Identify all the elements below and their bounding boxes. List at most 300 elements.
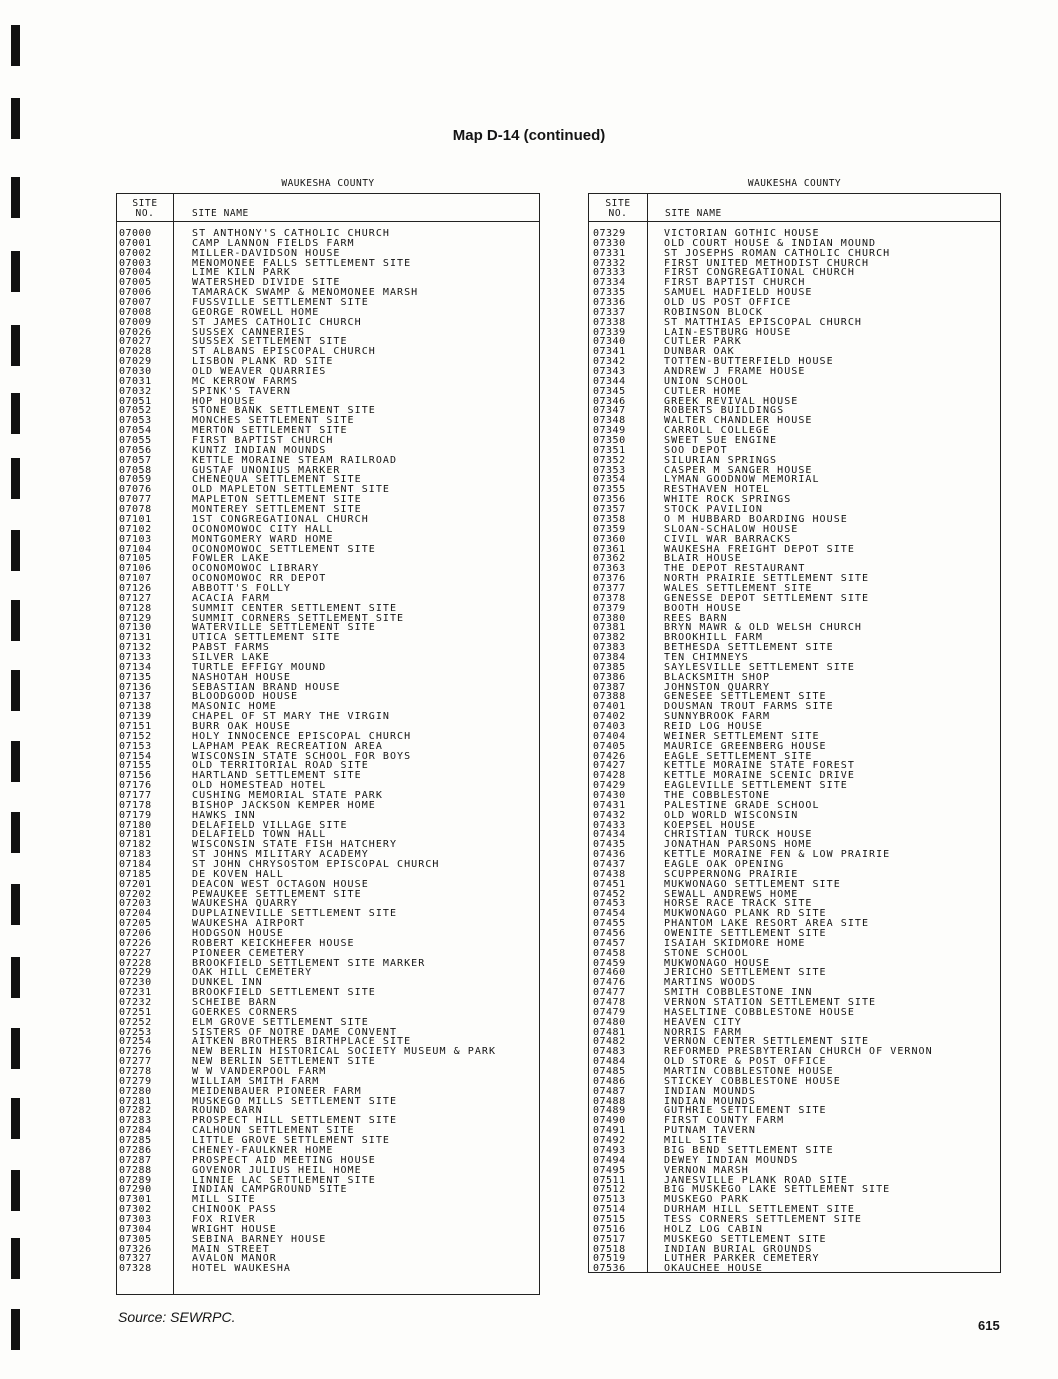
- site-name: HOTEL WAUKESHA: [192, 1263, 291, 1275]
- site-number: 07437: [593, 859, 626, 870]
- site-name: MILL SITE: [192, 1194, 256, 1206]
- site-number: 07009: [119, 316, 152, 328]
- site-number: 07453: [593, 898, 626, 910]
- site-number: 07337: [593, 306, 626, 318]
- site-name: JANESVILLE PLANK ROAD SITE: [664, 1174, 848, 1186]
- site-name: DEACON WEST OCTAGON HOUSE: [192, 878, 369, 890]
- site-name: ST ANTHONY'S CATHOLIC CHURCH: [192, 228, 390, 239]
- site-name: LISBON PLANK RD SITE: [192, 356, 334, 368]
- site-name: ABBOTT'S FOLLY: [192, 582, 291, 594]
- site-number: 07434: [593, 829, 626, 841]
- site-number: 07403: [593, 720, 626, 732]
- site-number: 07152: [119, 730, 152, 742]
- table-row: [589, 475, 1000, 485]
- site-number: 07185: [119, 868, 152, 880]
- site-name: MUKWONAGO PLANK RD SITE: [664, 908, 827, 920]
- site-number: 07206: [119, 928, 152, 940]
- header-site-line1: SITE: [605, 198, 631, 209]
- site-number: 07436: [593, 849, 626, 861]
- site-number: 07028: [119, 346, 152, 358]
- source-note: Source: SEWRPC.: [118, 1309, 236, 1325]
- table-row: [589, 949, 1000, 959]
- site-name: CUTLER PARK: [664, 336, 742, 348]
- site-number: 07405: [593, 740, 626, 752]
- site-number: 07008: [119, 306, 152, 318]
- site-name: REID LOG HOUSE: [664, 720, 763, 732]
- site-name: DUPLAINEVILLE SETTLEMENT SITE: [192, 908, 398, 920]
- site-name: ELM GROVE SETTLEMENT SITE: [192, 1016, 369, 1028]
- site-name: WAUKESHA FREIGHT DEPOT SITE: [664, 543, 855, 555]
- site-name: STONE SCHOOL: [664, 947, 749, 959]
- site-table-left: [116, 193, 540, 1295]
- site-number: 07277: [119, 1056, 152, 1068]
- site-name: PHANTOM LAKE RESORT AREA SITE: [664, 918, 870, 930]
- site-number: 07387: [593, 681, 626, 693]
- site-number: 07101: [119, 513, 152, 525]
- site-name: MENOMONEE FALLS SETTLEMENT SITE: [192, 257, 412, 269]
- site-number: 07057: [119, 454, 152, 466]
- site-number: 07343: [593, 366, 626, 378]
- site-name: GEORGE ROWELL HOME: [192, 306, 320, 318]
- site-number: 07252: [119, 1016, 152, 1028]
- site-name: WRIGHT HOUSE: [192, 1223, 277, 1235]
- site-number: 07495: [593, 1164, 626, 1176]
- site-name: WALES SETTLEMENT SITE: [664, 582, 813, 594]
- site-number: 07301: [119, 1194, 152, 1206]
- table-row: [117, 959, 539, 969]
- site-name: AITKEN BROTHERS BIRTHPLACE SITE: [192, 1036, 412, 1048]
- site-name: JONATHAN PARSONS HOME: [664, 839, 813, 851]
- table-row: [589, 318, 1000, 328]
- binder-punch-mark: [11, 670, 20, 711]
- site-number: 07460: [593, 967, 626, 979]
- binder-punch-mark: [11, 1028, 20, 1069]
- site-name: GUSTAF UNONIUS MARKER: [192, 464, 341, 476]
- site-number: 07485: [593, 1066, 626, 1078]
- site-name: HAWKS INN: [192, 809, 256, 821]
- site-number: 07184: [119, 859, 152, 870]
- site-number: 07103: [119, 533, 152, 545]
- site-number: 07431: [593, 799, 626, 811]
- table-row: [117, 1264, 539, 1274]
- site-number: 07481: [593, 1026, 626, 1038]
- site-name: VERNON MARSH: [664, 1164, 749, 1176]
- site-name: DOUSMAN TROUT FARMS SITE: [664, 701, 834, 713]
- site-number: 07492: [593, 1135, 626, 1147]
- site-number: 07327: [119, 1253, 152, 1265]
- site-number: 07132: [119, 642, 152, 654]
- site-number: 07289: [119, 1174, 152, 1186]
- table-row: [117, 1245, 539, 1255]
- site-name: ROBINSON BLOCK: [664, 306, 763, 318]
- site-number: 07376: [593, 573, 626, 585]
- table-row: [589, 1087, 1000, 1097]
- site-name: WISCONSIN STATE SCHOOL FOR BOYS: [192, 750, 412, 762]
- site-number: 07338: [593, 316, 626, 328]
- site-name: SEBASTIAN BRAND HOUSE: [192, 681, 341, 693]
- header-site-name: SITE NAME: [665, 208, 722, 219]
- table-row: [589, 436, 1000, 446]
- site-name: ACACIA FARM: [192, 592, 270, 604]
- site-number: 07129: [119, 612, 152, 624]
- table-row: [589, 495, 1000, 505]
- site-number: 07201: [119, 878, 152, 890]
- site-name: O M HUBBARD BOARDING HOUSE: [664, 513, 848, 525]
- site-number: 07333: [593, 267, 626, 279]
- site-number: 07029: [119, 356, 152, 368]
- site-number: 07078: [119, 504, 152, 516]
- site-name: SPINK'S TAVERN: [192, 385, 291, 397]
- site-name: SWEET SUE ENGINE: [664, 435, 778, 447]
- site-number: 07051: [119, 395, 152, 407]
- site-number: 07356: [593, 494, 626, 506]
- site-name: BLAIR HOUSE: [664, 553, 742, 565]
- table-row: [117, 683, 539, 693]
- table-row: [117, 1254, 539, 1264]
- site-number: 07026: [119, 326, 152, 338]
- site-number: 07435: [593, 839, 626, 851]
- site-name: DELAFIELD TOWN HALL: [192, 829, 327, 841]
- site-name: BURR OAK HOUSE: [192, 720, 291, 732]
- site-name: TEN CHIMNEYS: [664, 651, 749, 663]
- site-name: PEWAUKEE SETTLEMENT SITE: [192, 888, 362, 900]
- site-name: EAGLE SETTLEMENT SITE: [664, 750, 813, 762]
- table-row: [589, 397, 1000, 407]
- site-number: 07205: [119, 918, 152, 930]
- site-number: 07007: [119, 297, 152, 309]
- site-name: NORTH PRAIRIE SETTLEMENT SITE: [664, 573, 870, 585]
- table-row: [117, 1097, 539, 1107]
- site-number: 07137: [119, 691, 152, 703]
- site-number: 07329: [593, 228, 626, 239]
- site-number: 07358: [593, 513, 626, 525]
- table-row: [589, 673, 1000, 683]
- site-name: STONE BANK SETTLEMENT SITE: [192, 405, 376, 417]
- site-name: KETTLE MORAINE FEN & LOW PRAIRIE: [664, 849, 891, 861]
- table-row: [117, 377, 539, 387]
- site-name: SEBINA BARNEY HOUSE: [192, 1233, 327, 1245]
- site-number: 07180: [119, 819, 152, 831]
- binder-punch-mark: [11, 1170, 20, 1211]
- site-number: 07355: [593, 484, 626, 496]
- site-number: 07487: [593, 1085, 626, 1097]
- site-number: 07226: [119, 937, 152, 949]
- table-row: [117, 545, 539, 555]
- site-number: 07002: [119, 247, 152, 259]
- site-name: WATERVILLE SETTLEMENT SITE: [192, 622, 376, 634]
- site-name: OWENITE SETTLEMENT SITE: [664, 928, 827, 940]
- site-number: 07178: [119, 799, 152, 811]
- site-number: 07004: [119, 267, 152, 279]
- table-body: [117, 229, 539, 1274]
- site-name: MAURICE GREENBERG HOUSE: [664, 740, 827, 752]
- site-number: 07229: [119, 967, 152, 979]
- site-number: 07104: [119, 543, 152, 555]
- site-number: 07346: [593, 395, 626, 407]
- site-name: PALESTINE GRADE SCHOOL: [664, 799, 820, 811]
- site-name: BLOODGOOD HOUSE: [192, 691, 299, 703]
- site-name: JERICHO SETTLEMENT SITE: [664, 967, 827, 979]
- site-name: SISTERS OF NOTRE DAME CONVENT: [192, 1026, 398, 1038]
- site-name: CIVIL WAR BARRACKS: [664, 533, 792, 545]
- site-name: OLD STORE & POST OFFICE: [664, 1056, 827, 1068]
- site-number: 07517: [593, 1233, 626, 1245]
- binder-punch-mark: [11, 812, 20, 853]
- table-row: [589, 594, 1000, 604]
- site-name: OLD MAPLETON SETTLEMENT SITE: [192, 484, 390, 496]
- table-row: [589, 288, 1000, 298]
- site-number: 07203: [119, 898, 152, 910]
- table-row: [117, 1067, 539, 1077]
- site-number: 07458: [593, 947, 626, 959]
- site-number: 07451: [593, 878, 626, 890]
- site-number: 07177: [119, 789, 152, 801]
- table-row: [589, 1264, 1000, 1274]
- site-number: 07341: [593, 346, 626, 358]
- site-name: EAGLEVILLE SETTLEMENT SITE: [664, 780, 848, 792]
- site-name: MONCHES SETTLEMENT SITE: [192, 415, 355, 427]
- site-name: CHINOOK PASS: [192, 1204, 277, 1216]
- site-name: OKAUCHEE HOUSE: [664, 1263, 763, 1275]
- site-name: TOTTEN-BUTTERFIELD HOUSE: [664, 356, 834, 368]
- site-name: TAMARACK SWAMP & MENOMONEE MARSH: [192, 287, 419, 299]
- table-row: [589, 1018, 1000, 1028]
- table-row: [117, 387, 539, 397]
- table-row: [117, 554, 539, 564]
- site-number: 07176: [119, 780, 152, 792]
- site-number: 07518: [593, 1243, 626, 1255]
- site-name: WHITE ROCK SPRINGS: [664, 494, 792, 506]
- site-name: INDIAN MOUNDS: [664, 1085, 756, 1097]
- site-number: 07305: [119, 1233, 152, 1245]
- header-site-number: [589, 199, 647, 219]
- site-number: 07027: [119, 336, 152, 348]
- site-number: 07284: [119, 1125, 152, 1137]
- site-number: 07130: [119, 622, 152, 634]
- site-name: LUTHER PARKER CEMETERY: [664, 1253, 820, 1265]
- site-number: 07282: [119, 1105, 152, 1117]
- site-number: 07059: [119, 474, 152, 486]
- site-name: RESTHAVEN HOTEL: [664, 484, 771, 496]
- site-name: LAIN-ESTBURG HOUSE: [664, 326, 792, 338]
- site-table-right: [588, 193, 1001, 1273]
- site-number: 07135: [119, 671, 152, 683]
- header-site-number: [117, 199, 173, 219]
- table-row: [589, 328, 1000, 338]
- site-number: 07349: [593, 425, 626, 437]
- site-number: 07058: [119, 464, 152, 476]
- site-name: BOOTH HOUSE: [664, 602, 742, 614]
- site-name: KETTLE MORAINE SCENIC DRIVE: [664, 770, 855, 782]
- site-name: TESS CORNERS SETTLEMENT SITE: [664, 1213, 862, 1225]
- site-number: 07476: [593, 977, 626, 989]
- binder-punch-mark: [11, 884, 20, 925]
- header-site-name: SITE NAME: [192, 208, 249, 219]
- site-number: 07511: [593, 1174, 626, 1186]
- site-name: BIG MUSKEGO LAKE SETTLEMENT SITE: [664, 1184, 891, 1196]
- site-number: 07477: [593, 987, 626, 999]
- site-name: FIRST CONGREGATIONAL CHURCH: [664, 267, 855, 279]
- table-header: [117, 194, 539, 222]
- site-number: 07479: [593, 1006, 626, 1018]
- site-number: 07381: [593, 622, 626, 634]
- table-row: [117, 564, 539, 574]
- site-number: 07426: [593, 750, 626, 762]
- table-row: [117, 663, 539, 673]
- site-number: 07230: [119, 977, 152, 989]
- table-row: [589, 426, 1000, 436]
- header-site-line1: SITE: [132, 198, 158, 209]
- site-name: GENESSE DEPOT SETTLEMENT SITE: [664, 592, 870, 604]
- site-number: 07335: [593, 287, 626, 299]
- site-name: MONTGOMERY WARD HOME: [192, 533, 334, 545]
- table-row: [117, 574, 539, 584]
- site-number: 07489: [593, 1105, 626, 1117]
- site-number: 07386: [593, 671, 626, 683]
- site-name: MUKWONAGO HOUSE: [664, 957, 771, 969]
- site-name: WEINER SETTLEMENT SITE: [664, 730, 820, 742]
- table-row: [589, 545, 1000, 555]
- site-name: NORRIS FARM: [664, 1026, 742, 1038]
- site-number: 07105: [119, 553, 152, 565]
- site-name: MONTEREY SETTLEMENT SITE: [192, 504, 362, 516]
- site-number: 07138: [119, 701, 152, 713]
- site-number: 07515: [593, 1213, 626, 1225]
- site-name: BETHESDA SETTLEMENT SITE: [664, 642, 834, 654]
- site-name: FIRST UNITED METHODIST CHURCH: [664, 257, 870, 269]
- table-row: [589, 337, 1000, 347]
- site-name: DEWEY INDIAN MOUNDS: [664, 1154, 799, 1166]
- site-number: 07490: [593, 1115, 626, 1127]
- site-number: 07430: [593, 789, 626, 801]
- site-number: 07427: [593, 760, 626, 772]
- site-name: PUTNAM TAVERN: [664, 1125, 756, 1137]
- site-name: OCONOMOWOC RR DEPOT: [192, 573, 327, 585]
- site-number: 07404: [593, 730, 626, 742]
- site-number: 07280: [119, 1085, 152, 1097]
- site-name: WAUKESHA AIRPORT: [192, 918, 306, 930]
- site-name: OLD US POST OFFICE: [664, 297, 792, 309]
- site-name: HARTLAND SETTLEMENT SITE: [192, 770, 362, 782]
- site-number: 07253: [119, 1026, 152, 1038]
- site-name: OCONOMOWOC LIBRARY: [192, 563, 320, 575]
- site-name: MARTINS WOODS: [664, 977, 756, 989]
- site-number: 07326: [119, 1243, 152, 1255]
- binder-punch-mark: [11, 1098, 20, 1139]
- site-name: WATERSHED DIVIDE SITE: [192, 277, 341, 289]
- site-number: 07384: [593, 651, 626, 663]
- site-name: THE DEPOT RESTAURANT: [664, 563, 806, 575]
- site-number: 07334: [593, 277, 626, 289]
- table-row: [117, 1215, 539, 1225]
- site-number: 07488: [593, 1095, 626, 1107]
- site-number: 07179: [119, 809, 152, 821]
- site-name: BRYN MAWR & OLD WELSH CHURCH: [664, 622, 862, 634]
- site-name: OLD WORLD WISCONSIN: [664, 809, 799, 821]
- site-name: FUSSVILLE SETTLEMENT SITE: [192, 297, 369, 309]
- table-row: [117, 821, 539, 831]
- table-row: [589, 416, 1000, 426]
- table-row: [589, 1126, 1000, 1136]
- site-name: LYMAN GOODNOW MEMORIAL: [664, 474, 820, 486]
- site-name: MUSKEGO SETTLEMENT SITE: [664, 1233, 827, 1245]
- site-number: 07402: [593, 711, 626, 723]
- table-header: [589, 194, 1000, 222]
- site-number: 07054: [119, 425, 152, 437]
- site-number: 07154: [119, 750, 152, 762]
- site-name: SUNNYBROOK FARM: [664, 711, 771, 723]
- site-number: 07254: [119, 1036, 152, 1048]
- binder-punch-mark: [11, 957, 20, 998]
- site-name: FIRST BAPTIST CHURCH: [664, 277, 806, 289]
- site-name: SUSSEX CANNERIES: [192, 326, 306, 338]
- site-number: 07030: [119, 366, 152, 378]
- table-row: [117, 692, 539, 702]
- site-number: 07204: [119, 908, 152, 920]
- site-number: 07283: [119, 1115, 152, 1127]
- page-title: Map D-14 (continued): [452, 127, 606, 144]
- site-number: 07438: [593, 868, 626, 880]
- table-row: [117, 367, 539, 377]
- county-heading: WAUKESHA COUNTY: [281, 178, 375, 189]
- site-name: WISCONSIN STATE FISH HATCHERY: [192, 839, 398, 851]
- site-name: NASHOTAH HOUSE: [192, 671, 291, 683]
- site-name: OLD WEAVER QUARRIES: [192, 366, 327, 378]
- site-number: 07281: [119, 1095, 152, 1107]
- site-number: 07454: [593, 908, 626, 920]
- table-row: [589, 643, 1000, 653]
- table-row: [589, 939, 1000, 949]
- site-name: VERNON CENTER SETTLEMENT SITE: [664, 1036, 870, 1048]
- site-name: KOEPSEL HOUSE: [664, 819, 756, 831]
- binder-punch-mark: [11, 251, 20, 292]
- site-name: ST JOHNS MILITARY ACADEMY: [192, 849, 369, 861]
- site-number: 07107: [119, 573, 152, 585]
- site-name: GUTHRIE SETTLEMENT SITE: [664, 1105, 827, 1117]
- site-name: KUNTZ INDIAN MOUNDS: [192, 444, 327, 456]
- table-row: [589, 663, 1000, 673]
- site-number: 07006: [119, 287, 152, 299]
- table-row: [589, 702, 1000, 712]
- site-name: PROSPECT HILL SETTLEMENT SITE: [192, 1115, 398, 1127]
- table-row: [589, 1106, 1000, 1116]
- table-row: [117, 259, 539, 269]
- table-row: [117, 712, 539, 722]
- site-name: CHENEQUA SETTLEMENT SITE: [192, 474, 362, 486]
- site-name: GOVENOR JULIUS HEIL HOME: [192, 1164, 362, 1176]
- binder-punch-mark: [11, 25, 20, 66]
- site-name: DUNBAR OAK: [664, 346, 735, 358]
- site-number: 07278: [119, 1066, 152, 1078]
- site-number: 07127: [119, 592, 152, 604]
- site-name: FIRST BAPTIST CHURCH: [192, 435, 334, 447]
- site-name: CUSHING MEMORIAL STATE PARK: [192, 789, 383, 801]
- site-number: 07031: [119, 375, 152, 387]
- table-row: [117, 919, 539, 929]
- site-name: KETTLE MORAINE STATE FOREST: [664, 760, 855, 772]
- table-row: [117, 998, 539, 1008]
- site-number: 07228: [119, 957, 152, 969]
- site-number: 07452: [593, 888, 626, 900]
- binder-punch-mark: [11, 458, 20, 499]
- table-row: [589, 525, 1000, 535]
- table-row: [589, 712, 1000, 722]
- site-number: 07433: [593, 819, 626, 831]
- site-name: MEIDENBAUER PIONEER FARM: [192, 1085, 362, 1097]
- site-name: VICTORIAN GOTHIC HOUSE: [664, 228, 820, 239]
- site-number: 07003: [119, 257, 152, 269]
- site-number: 07181: [119, 829, 152, 841]
